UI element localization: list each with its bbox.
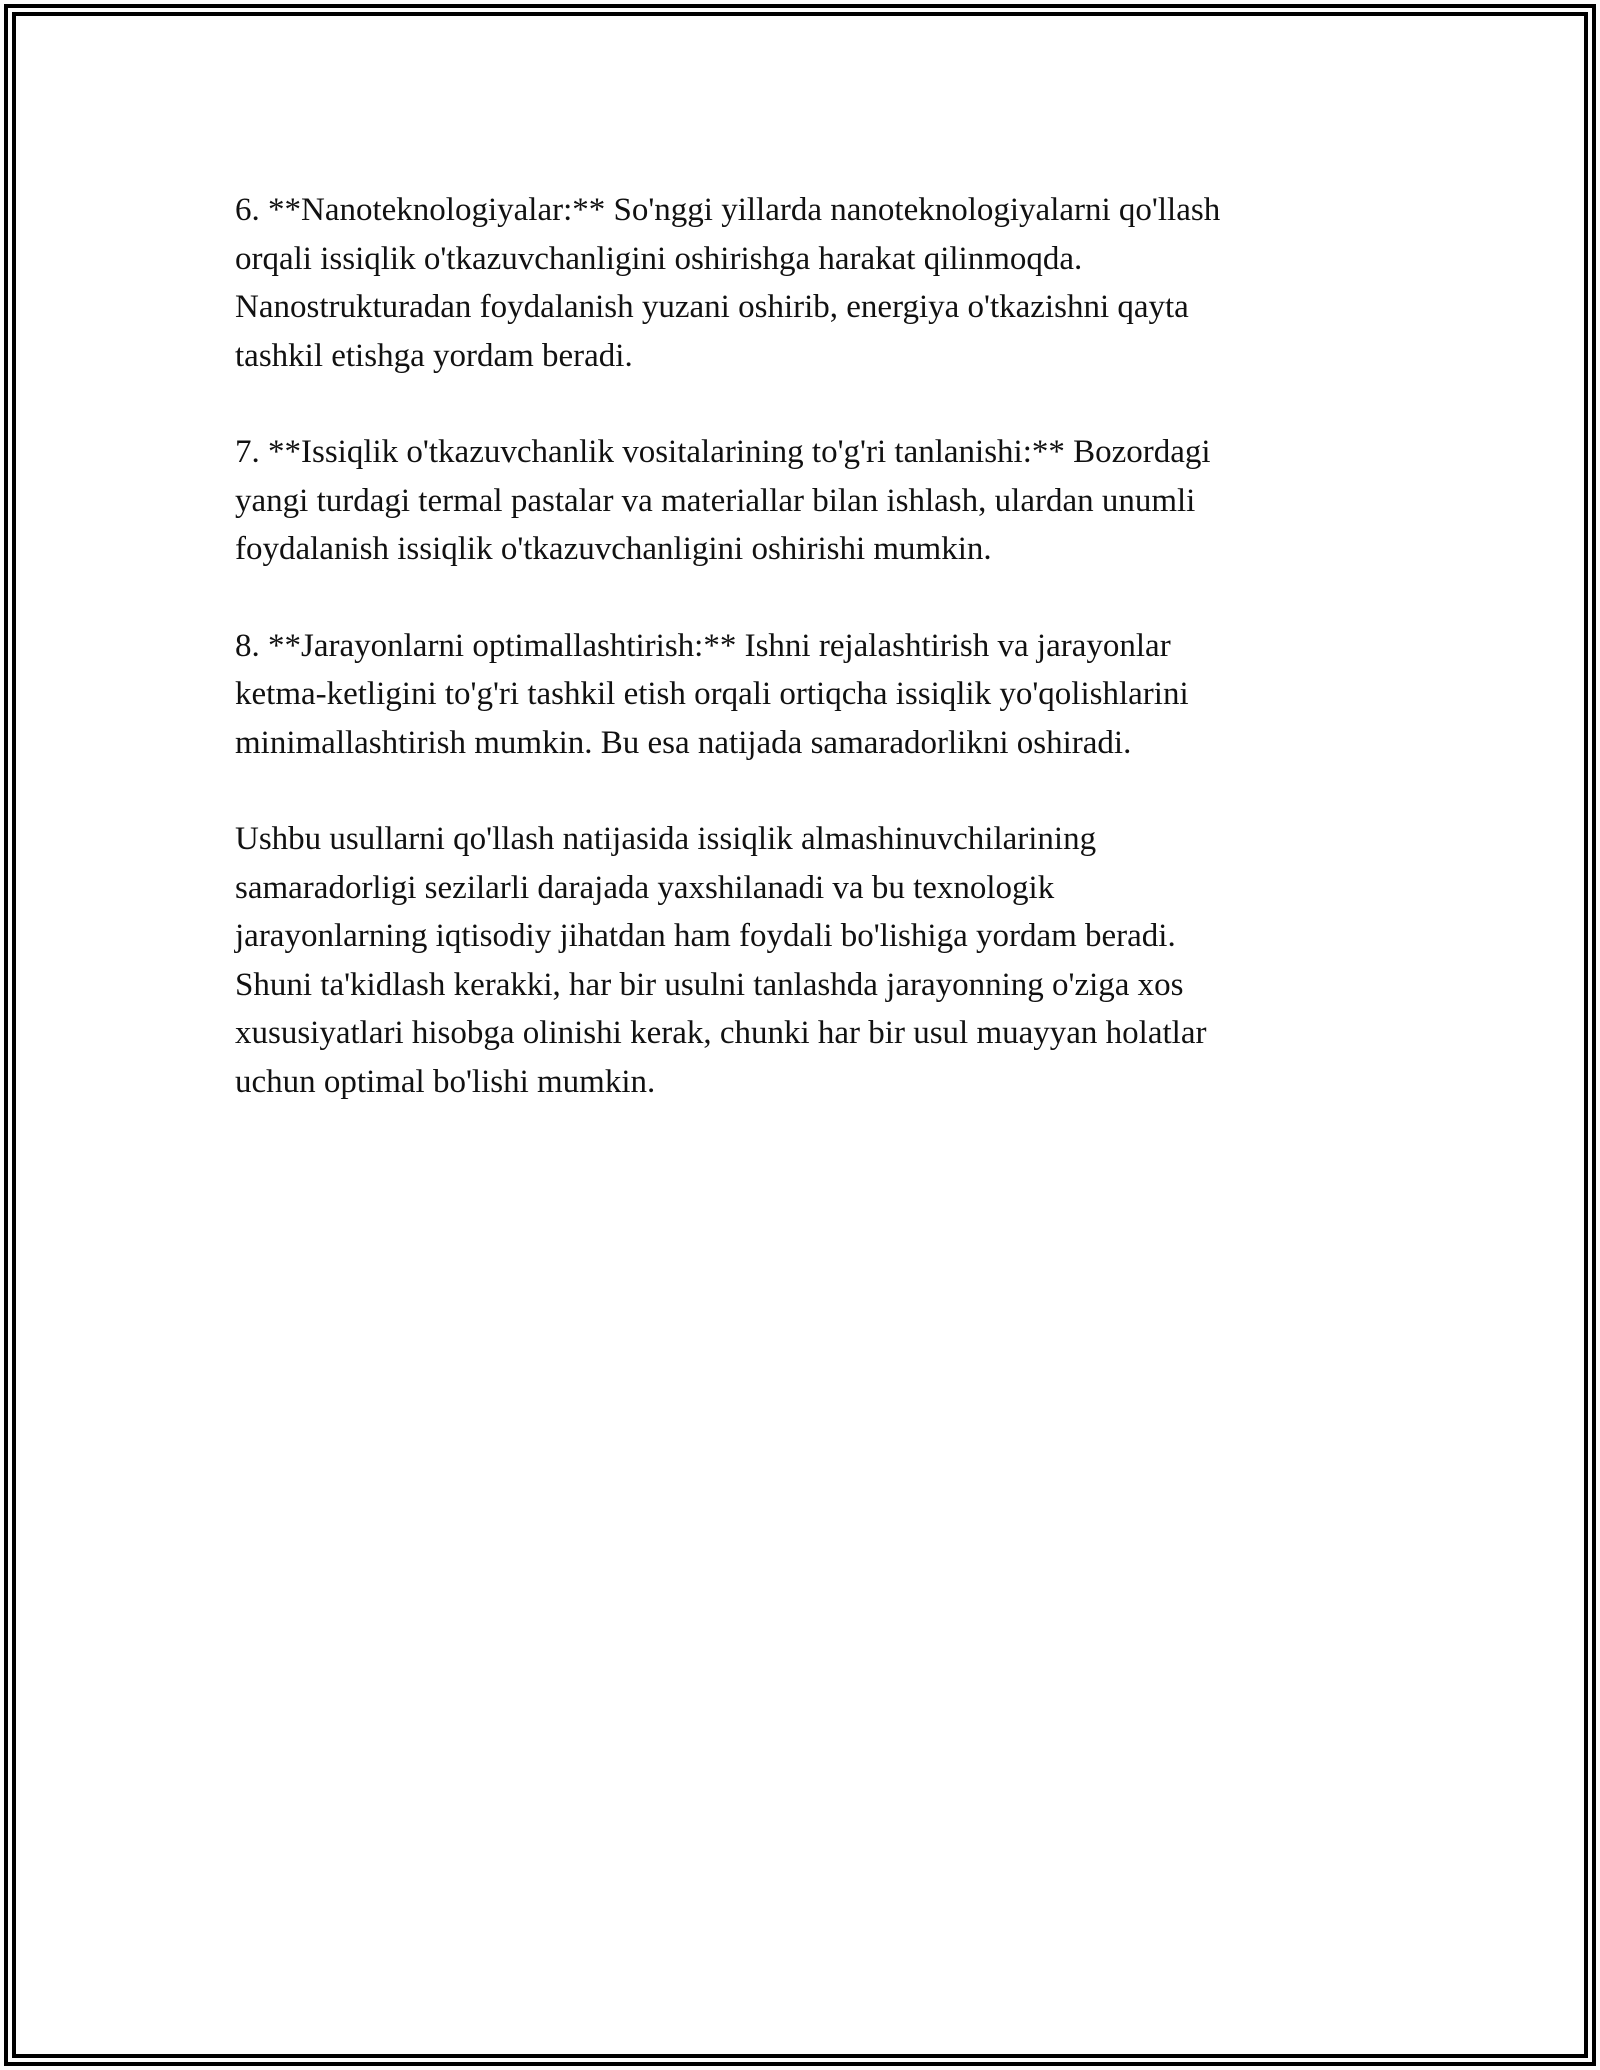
text-line: 7. **Issiqlik o'tkazuvchanlik vositalarining to'g'ri tanlanishi:** Bozordagi [235, 434, 1211, 470]
document-body [235, 186, 1365, 1154]
text-line: minimallashtirish mumkin. Bu esa natijada samaradorlikni oshiradi. [235, 724, 1132, 761]
text-line: Ushbu usullarni qo'llash natijasida issiqlik almashinuvchilarining [235, 821, 1097, 857]
paragraph-thermal-materials [235, 428, 1365, 574]
text-line: Shuni ta'kidlash kerakki, har bir usulni tanlashda jarayonning o'ziga xos [235, 966, 1184, 1003]
text-line: foydalanish issiqlik o'tkazuvchanligini oshirishi mumkin. [235, 531, 992, 567]
text-line: samaradorligi sezilarli darajada yaxshilanadi va bu texnologik [235, 869, 1055, 906]
text-line: jarayonlarning iqtisodiy jihatdan ham foydali bo'lishiga yordam beradi. [235, 918, 1176, 954]
text-line: Nanostrukturadan foydalanish yuzani oshirib, energiya o'tkazishni qayta [235, 289, 1189, 325]
text-line: yangi turdagi termal pastalar va materiallar bilan ishlash, ulardan unumli [235, 482, 1196, 519]
text-line: ketma-ketligini to'g'ri tashkil etish orqali ortiqcha issiqlik yo'qolishlarini [235, 676, 1189, 712]
paragraph-conclusion [235, 815, 1365, 1106]
text-line: tashkil etishga yordam beradi. [235, 337, 633, 374]
text-line: orqali issiqlik o'tkazuvchanligini oshirishga harakat qilinmoqda. [235, 240, 1083, 277]
paragraph-nanotechnology [235, 186, 1365, 380]
text-line: xususiyatlari hisobga olinishi kerak, chunki har bir usul muayyan holatlar [235, 1015, 1207, 1051]
text-line: uchun optimal bo'lishi mumkin. [235, 1063, 656, 1100]
text-line: 6. **Nanoteknologiyalar:** So'nggi yillarda nanoteknologiyalarni qo'llash [235, 192, 1221, 228]
text-line: 8. **Jarayonlarni optimallashtirish:** Ishni rejalashtirish va jarayonlar [235, 627, 1171, 664]
paragraph-process-optimization [235, 622, 1365, 768]
